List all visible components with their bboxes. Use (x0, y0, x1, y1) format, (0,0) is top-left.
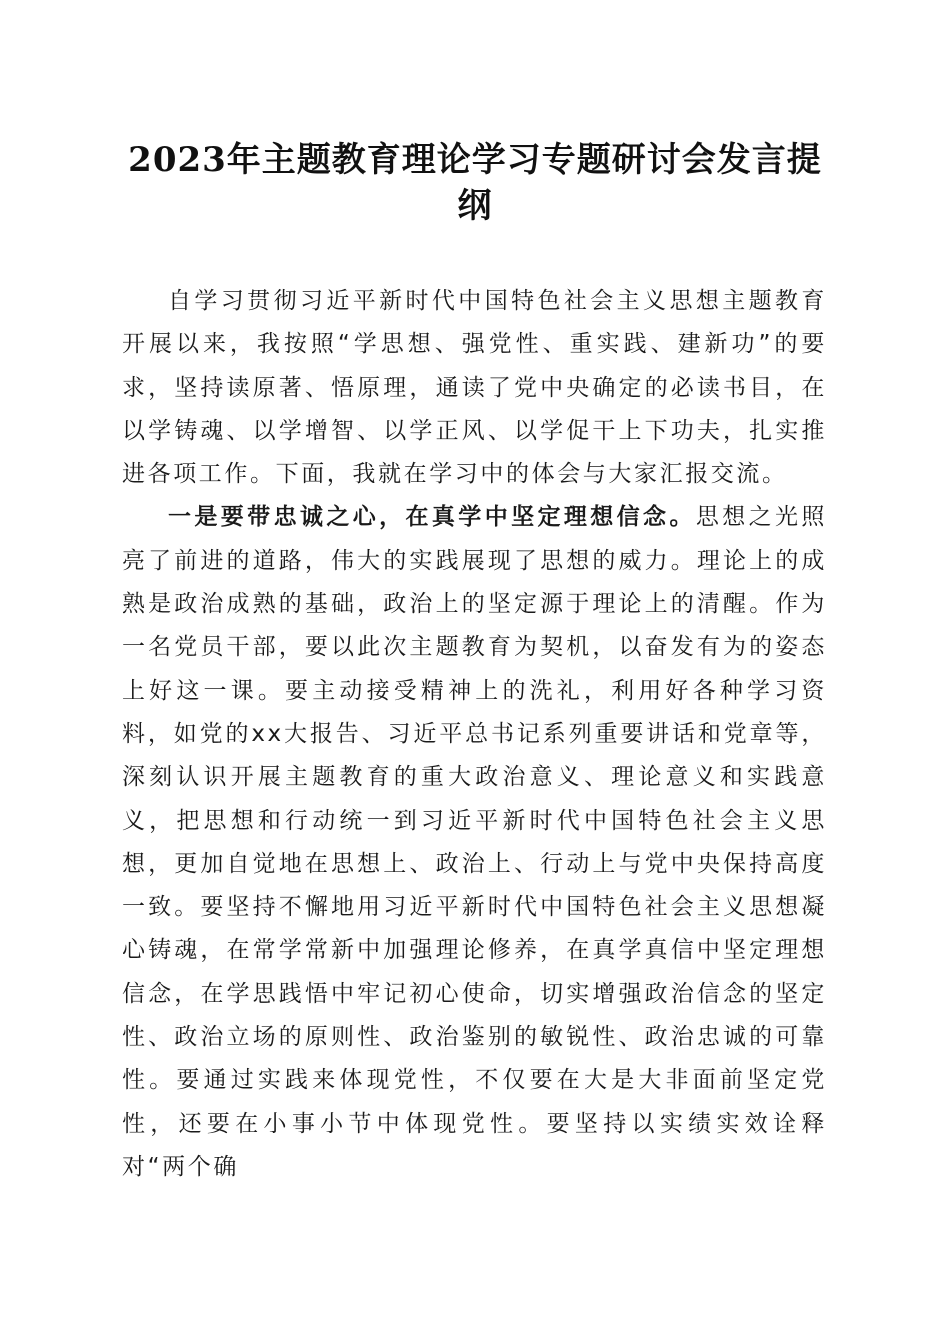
paragraph-text: 自学习贯彻习近平新时代中国特色社会主义思想主题教育开展以来，我按照“学思想、强党性、重实践、建新功”的要求，坚持读原著、悟原理，通读了党中央确定的必读书目，在以学铸魂、以学增智、以学正风、以学促干上下功夫，扎实推进各项工作。下面，我就在学习中的体会与大家汇报交流。 (122, 288, 827, 488)
paragraph-point-one (122, 496, 827, 1189)
paragraph-intro (122, 280, 827, 496)
paragraph-lead-heading: 一是要带忠诚之心，在真学中坚定理想信念。 (168, 504, 696, 531)
paragraph-text: 思想之光照亮了前进的道路，伟大的实践展现了思想的威力。理论上的成熟是政治成熟的基础，政治上的坚定源于理论上的清醒。作为一名党员干部，要以此次主题教育为契机，以奋发有为的姿态上好这一课。要主动接受精神上的洗礼，利用好各种学习资料，如党的xx大报告、习近平总书记系列重要讲话和党章等，深刻认识开展主题教育的重大政治意义、理论意义和实践意义，把思想和行动统一到习近平新时代中国特色社会主义思想，更加自觉地在思想上、政治上、行动上与党中央保持高度一致。要坚持不懈地用习近平新时代中国特色社会主义思想凝心铸魂，在常学常新中加强理论修养，在真学真信中坚定理想信念，在学思践悟中牢记初心使命，切实增强政治信念的坚定性、政治立场的原则性、政治鉴别的敏锐性、政治忠诚的可靠性。要通过实践来体现党性，不仅要在大是大非面前坚定党性，还要在小事小节中体现党性。要坚持以实绩实效诠释对“两个确 (122, 504, 828, 1180)
document-body (122, 280, 827, 1189)
document-title: 2023年主题教育理论学习专题研讨会发言提纲 (128, 140, 822, 226)
